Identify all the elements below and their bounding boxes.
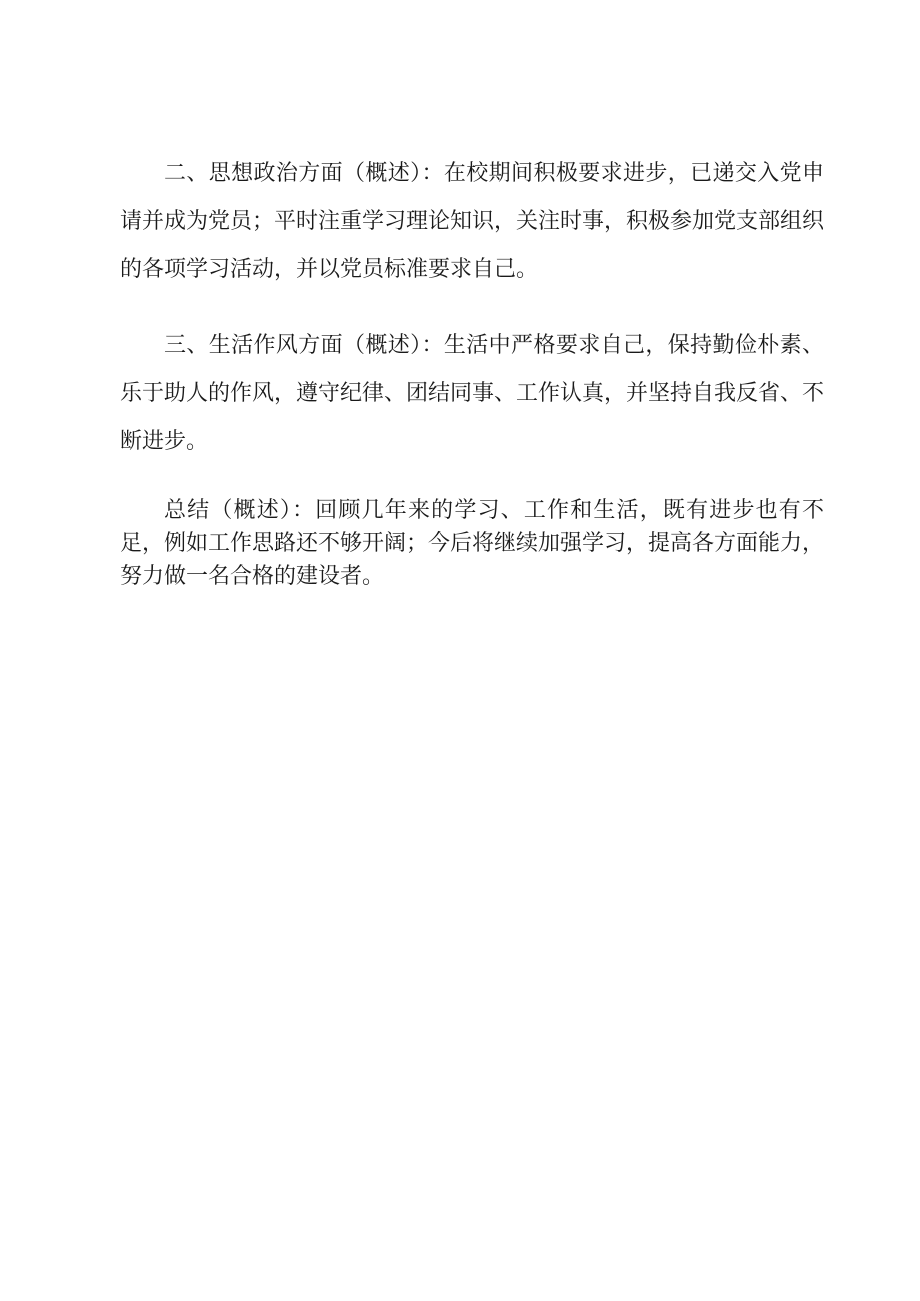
paragraph-political-thought: 二、思想政治方面（概述）：在校期间积极要求进步，已递交入党申请并成为党员；平时注重学习理论知识，关注时事，积极参加党支部组织的各项学习活动，并以党员标准要求自己。 (120, 161, 825, 282)
paragraph-life-style: 三、生活作风方面（概述）：生活中严格要求自己，保持勤俭朴素、乐于助人的作风，遵守纪律、团结同事、工作认真，并坚持自我反省、不断进步。 (120, 333, 825, 454)
paragraph-summary: 总结（概述）：回顾几年来的学习、工作和生活，既有进步也有不足，例如工作思路还不够开阔；今后将继续加强学习，提高各方面能力，努力做一名合格的建设者。 (120, 498, 825, 589)
